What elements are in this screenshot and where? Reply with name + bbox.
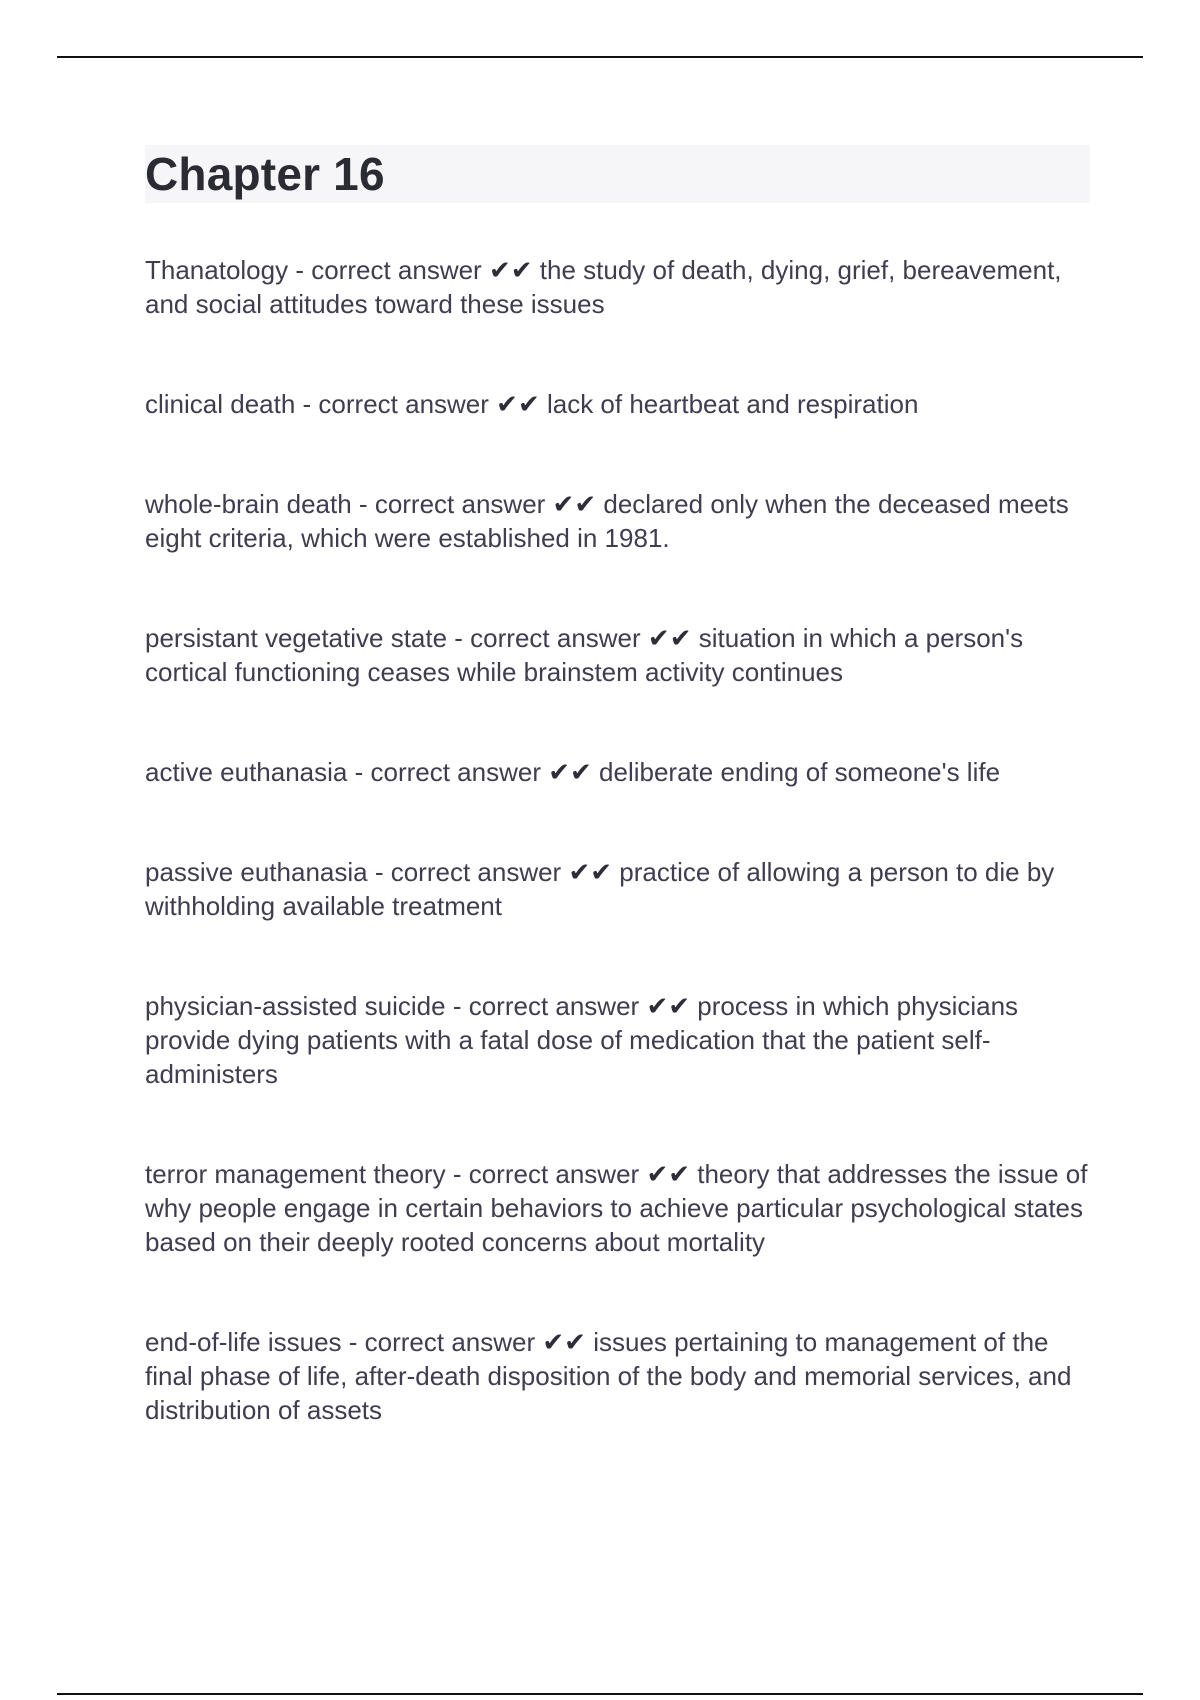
- definition: situation in which a person's cortical functioning ceases while brainstem activity continues: [145, 623, 1024, 687]
- list-item: active euthanasia - correct answer ✔✔ deliberate ending of someone's life: [145, 757, 1001, 787]
- list-item: end-of-life issues - correct answer ✔✔ issues pertaining to management of the final phase of life, after-death disposition of the body and memorial services, and distribution of assets: [145, 1327, 1072, 1425]
- definition: practice of allowing a person to die by withholding available treatment: [145, 857, 1055, 921]
- list-item: clinical death - correct answer ✔✔ lack of heartbeat and respiration: [145, 389, 919, 419]
- double-check-icon: ✔✔: [647, 623, 692, 653]
- answer-label: correct answer: [374, 489, 546, 519]
- double-check-icon: ✔✔: [646, 991, 691, 1021]
- term: terror management theory: [145, 1159, 446, 1189]
- term: physician-assisted suicide: [145, 991, 446, 1021]
- document-body: [145, 145, 1090, 1493]
- term: Thanatology: [145, 255, 289, 285]
- double-check-icon: ✔✔: [548, 757, 592, 787]
- bottom-divider: [57, 1693, 1143, 1695]
- double-check-icon: ✔✔: [646, 1159, 691, 1189]
- answer-label: correct answer: [468, 1159, 640, 1189]
- list-item: persistant vegetative state - correct answer ✔✔ situation in which a person's cortical functioning ceases while brainstem activity continues: [145, 623, 1024, 687]
- answer-label: correct answer: [468, 991, 640, 1021]
- term: clinical death: [145, 389, 296, 419]
- double-check-icon: ✔✔: [488, 255, 533, 285]
- definition: deliberate ending of someone's life: [599, 757, 1001, 787]
- term: end-of-life issues: [145, 1327, 342, 1357]
- answer-label: correct answer: [318, 389, 489, 419]
- definition: issues pertaining to management of the final phase of life, after-death disposition of the body and memorial services, and distribution of assets: [145, 1327, 1072, 1425]
- double-check-icon: ✔✔: [542, 1327, 586, 1357]
- list-item: physician-assisted suicide - correct answer ✔✔ process in which physicians provide dying patients with a fatal dose of medication that the patient self-administers: [145, 991, 1019, 1089]
- term: whole-brain death: [145, 489, 352, 519]
- definition: lack of heartbeat and respiration: [546, 389, 919, 419]
- list-item: passive euthanasia - correct answer ✔✔ practice of allowing a person to die by withholding available treatment: [145, 857, 1055, 921]
- answer-label: correct answer: [364, 1327, 536, 1357]
- term: passive euthanasia: [145, 857, 368, 887]
- definition: declared only when the deceased meets eight criteria, which were established in 1981.: [145, 489, 1069, 553]
- answer-label: correct answer: [390, 857, 562, 887]
- list-item: Thanatology - correct answer ✔✔ the study of death, dying, grief, bereavement, and social attitudes toward these issues: [145, 255, 1062, 319]
- answer-label: correct answer: [470, 623, 641, 653]
- flashcard-list: [145, 253, 1090, 1427]
- double-check-icon: ✔✔: [496, 389, 540, 419]
- top-divider: [57, 56, 1143, 58]
- term: active euthanasia: [145, 757, 348, 787]
- definition: process in which physicians provide dying patients with a fatal dose of medication that the patient self-administers: [145, 991, 1019, 1089]
- title-bar: [145, 145, 1090, 203]
- double-check-icon: ✔✔: [568, 857, 613, 887]
- definition: the study of death, dying, grief, bereavement, and social attitudes toward these issues: [145, 255, 1062, 319]
- answer-label: correct answer: [370, 757, 541, 787]
- term: persistant vegetative state: [145, 623, 448, 653]
- list-item: terror management theory - correct answer ✔✔ theory that addresses the issue of why people engage in certain behaviors to achieve particular psychological states based on their deeply rooted concerns about mortality: [145, 1159, 1088, 1257]
- page-title: Chapter 16: [145, 148, 385, 200]
- list-item: whole-brain death - correct answer ✔✔ declared only when the deceased meets eight criteria, which were established in 1981.: [145, 489, 1069, 553]
- double-check-icon: ✔✔: [552, 489, 597, 519]
- definition: theory that addresses the issue of why people engage in certain behaviors to achieve particular psychological states based on their deeply rooted concerns about mortality: [145, 1159, 1088, 1257]
- answer-label: correct answer: [311, 255, 482, 285]
